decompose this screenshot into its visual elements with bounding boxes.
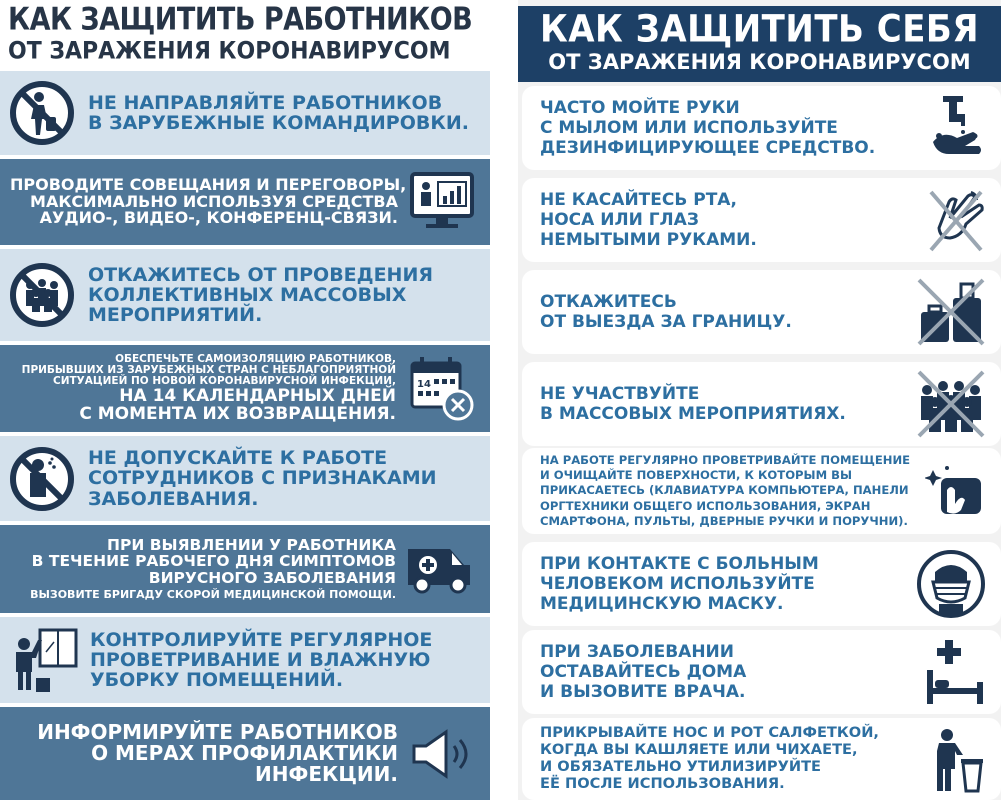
left-item-conference (0, 159, 490, 245)
left-title (8, 1, 492, 66)
mask-icon (915, 548, 987, 620)
no-crowd-icon (8, 261, 76, 329)
left-item-line: НЕ ДОПУСКАЙТЕ К РАБОТЕ (88, 447, 388, 470)
right-item-line: НОСА ИЛИ ГЛАЗ (540, 209, 699, 230)
cleaning-icon (6, 622, 82, 698)
left-item-line: ПРИ ВЫЯВЛЕНИИ У РАБОТНИКА (107, 536, 396, 555)
left-item-inform (0, 707, 490, 800)
right-item-line: ЧАСТО МОЙТЕ РУКИ (540, 97, 740, 118)
right-item-line: ПРИ ЗАБОЛЕВАНИИ (540, 641, 735, 662)
left-item-line: СИТУАЦИЕЙ ПО НОВОЙ КОРОНАВИРУСНОЙ ИНФЕКЦИИ, (52, 375, 396, 388)
left-item-line: НА 14 КАЛЕНДАРНЫХ ДНЕЙ (119, 386, 396, 407)
right-item-line: КОГДА ВЫ КАШЛЯЕТЕ ИЛИ ЧИХАЕТЕ, (540, 741, 858, 759)
no-touch-icon (925, 184, 987, 256)
right-item-line: ПРИ КОНТАКТЕ С БОЛЬНЫМ (540, 553, 819, 574)
right-item-line: ОРГТЕХНИКИ ОБЩЕГО ИСПОЛЬЗОВАНИЯ, ЭКРАН (540, 498, 871, 513)
left-item-line: О МЕРАХ ПРОФИЛАКТИКИ (91, 740, 398, 765)
left-item-line: ЗАБОЛЕВАНИЯ. (88, 487, 259, 510)
left-item-line: С МОМЕНТА ИХ ВОЗВРАЩЕНИЯ. (79, 404, 396, 425)
left-item-line: ИНФОРМИРУЙТЕ РАБОТНИКОВ (37, 719, 398, 744)
right-item-line: НЕ КАСАЙТЕСЬ РТА, (540, 189, 737, 210)
left-item-line: КОНТРОЛИРУЙТЕ РЕГУЛЯРНОЕ (90, 628, 433, 651)
right-item-no-touch (522, 178, 1001, 262)
right-panel (518, 0, 1001, 800)
right-item-no-travel (522, 270, 1001, 354)
no-sick-icon (8, 445, 76, 513)
left-item-line: ОТКАЖИТЕСЬ ОТ ПРОВЕДЕНИЯ (88, 263, 433, 286)
right-item-line: НЕ УЧАСТВУЙТЕ (540, 383, 700, 404)
right-item-line: С МЫЛОМ ИЛИ ИСПОЛЬЗУЙТЕ (540, 117, 838, 138)
right-item-line: ПРИКРЫВАЙТЕ НОС И РОТ САЛФЕТКОЙ, (540, 724, 879, 742)
left-item-no-travel (0, 71, 490, 155)
left-item-line: ВЫЗОВИТЕ БРИГАДУ СКОРОЙ МЕДИЦИНСКОЙ ПОМОЩИ. (30, 588, 396, 602)
right-item-ventilate (522, 448, 1001, 534)
left-item-line: ПРОВЕТРИВАНИЕ И ВЛАЖНУЮ (90, 648, 431, 671)
ambulance-icon (404, 539, 476, 599)
hand-wash-icon (925, 92, 987, 164)
video-conference-icon (406, 166, 478, 238)
right-item-line: И ОБЯЗАТЕЛЬНО УТИЛИЗИРУЙТЕ (540, 758, 822, 775)
no-crowd-icon (915, 368, 987, 440)
right-item-line: ЧЕЛОВЕКОМ ИСПОЛЬЗУЙТЕ (540, 573, 815, 594)
left-item-no-crowd (0, 249, 490, 341)
calendar-number: 14 (417, 378, 431, 390)
right-item-mask (522, 542, 1001, 626)
left-item-line: ВИРУСНОГО ЗАБОЛЕВАНИЯ (148, 568, 396, 587)
left-item-line: В ТЕЧЕНИЕ РАБОЧЕГО ДНЯ СИМПТОМОВ (31, 552, 396, 571)
left-item-line: АУДИО-, ВИДЕО-, КОНФЕРЕНЦ-СВЯЗИ. (39, 208, 398, 228)
wipe-icon (925, 460, 987, 522)
right-item-line: ОТ ВЫЕЗДА ЗА ГРАНИЦУ. (540, 312, 792, 332)
right-item-line: ЕЁ ПОСЛЕ ИСПОЛЬЗОВАНИЯ. (540, 774, 785, 792)
left-item-no-sick (0, 436, 490, 521)
right-item-line: ОСТАВАЙТЕСЬ ДОМА (540, 661, 747, 682)
right-item-line: И ВЫЗОВИТЕ ВРАЧА. (540, 682, 746, 703)
right-title-line1: КАК ЗАЩИТИТЬ СЕБЯ (539, 7, 980, 52)
left-item-line: ПРОВОДИТЕ СОВЕЩАНИЯ И ПЕРЕГОВОРЫ, (10, 174, 407, 194)
right-item-stay-home (522, 630, 1001, 714)
no-travel-icon (8, 79, 76, 147)
right-item-hand-wash (522, 86, 1001, 170)
left-item-cleaning (0, 617, 490, 703)
right-item-line: НА РАБОТЕ РЕГУЛЯРНО ПРОВЕТРИВАЙТЕ ПОМЕЩЕНИЕ (540, 453, 911, 468)
right-title-line2: ОТ ЗАРАЖЕНИЯ КОРОНАВИРУСОМ (548, 50, 971, 74)
right-item-line: ПРИКАСАЕТЕСЬ (КЛАВИАТУРА КОМПЬЮТЕРА, ПАНЕЛИ (540, 483, 909, 498)
left-item-line: СОТРУДНИКОВ С ПРИЗНАКАМИ (88, 467, 437, 490)
left-item-line: В ЗАРУБЕЖНЫЕ КОМАНДИРОВКИ. (88, 112, 470, 134)
left-item-line: УБОРКУ ПОМЕЩЕНИЙ. (90, 669, 344, 692)
right-item-line: В МАССОВЫХ МЕРОПРИЯТИЯХ. (540, 404, 846, 424)
left-title-line2: ОТ ЗАРАЖЕНИЯ КОРОНАВИРУСОМ (8, 37, 451, 66)
left-title-line1: КАК ЗАЩИТИТЬ РАБОТНИКОВ (8, 1, 473, 38)
left-item-self-isolation (0, 345, 490, 432)
right-title (518, 6, 1001, 82)
left-item-line: МАКСИМАЛЬНО ИСПОЛЬЗУЯ СРЕДСТВА (30, 191, 398, 211)
no-luggage-icon (915, 276, 987, 348)
right-item-line: ДЕЗИНФИЦИРУЮЩЕЕ СРЕДСТВО. (540, 138, 876, 159)
right-item-line: МЕДИЦИНСКУЮ МАСКУ. (540, 594, 784, 615)
calendar-cancel-icon (406, 353, 478, 425)
left-panel (0, 0, 496, 800)
bed-icon (923, 636, 987, 708)
left-item-ambulance (0, 525, 490, 613)
left-item-line: ОБЕСПЕЧЬТЕ САМОИЗОЛЯЦИЮ РАБОТНИКОВ, (115, 352, 396, 365)
right-item-line: ОТКАЖИТЕСЬ (540, 291, 677, 312)
right-item-no-crowd (522, 362, 1001, 446)
trash-bin-icon (927, 723, 987, 795)
left-item-line: МЕРОПРИЯТИЙ. (88, 304, 263, 327)
left-item-line: ИНФЕКЦИИ. (255, 762, 398, 787)
left-item-line: КОЛЛЕКТИВНЫХ МАССОВЫХ (88, 283, 407, 306)
right-item-line: СМАРТФОНА, ПУЛЬТЫ, ДВЕРНЫЕ РУЧКИ И ПОРУЧНИ). (540, 513, 908, 528)
right-item-tissue (522, 718, 1001, 800)
left-item-line: ПРИБЫВШИХ ИЗ ЗАРУБЕЖНЫХ СТРАН С НЕБЛАГОПРИЯТНОЙ (21, 363, 396, 376)
left-item-line: НЕ НАПРАВЛЯЙТЕ РАБОТНИКОВ (88, 91, 443, 114)
right-item-line: НЕМЫТЫМИ РУКАМИ. (540, 230, 757, 251)
megaphone-icon (406, 724, 476, 784)
right-item-line: И ОЧИЩАЙТЕ ПОВЕРХНОСТИ, К КОТОРЫМ ВЫ (540, 468, 852, 483)
